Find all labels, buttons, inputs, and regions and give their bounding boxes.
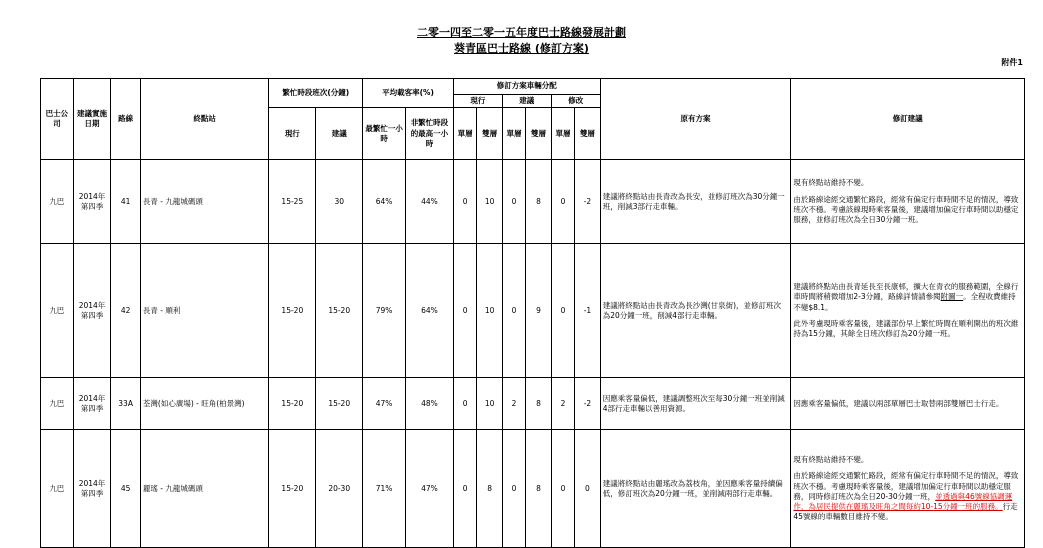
- bus-route-table: [40, 78, 1025, 548]
- revised-text: 。全程收費維持不變$8.1。: [793, 292, 1016, 312]
- header-nonpeak-hour: 非繁忙時段的最高一小時: [405, 108, 453, 160]
- cell-chg-double: 0: [575, 430, 601, 548]
- document-title: 二零一四至二零一五年度巴士路線發展計劃: [417, 26, 626, 39]
- revised-text: 由於路線途經交通繁忙路段，經常有偏定行車時間不足的情況，導致班次不穩。考慮現時乘客量後，建議增加偏定行車時間以助穩定服務，同時修訂班次為全日20-30分鐘一班，: [793, 471, 1019, 501]
- header-operator: 巴士公司: [41, 79, 74, 160]
- cell-terminals: 荃灣(如心廣場) - 旺角(柏景灣): [140, 378, 268, 430]
- cell-freq-proposed: 30: [316, 160, 363, 244]
- cell-operator: 九巴: [41, 244, 74, 378]
- document-subtitle: 葵青區巴士路線 (修訂方案): [454, 42, 589, 55]
- cell-chg-double: -2: [575, 160, 601, 244]
- revised-text: 建議將終點站由長青延長至長康邨，擴大在青衣的服務範圍，全線行車時間將稍微增加2-3分鐘，路線詳情請參閱: [793, 282, 1019, 302]
- annex-label: 附件1: [1001, 58, 1023, 67]
- table-row: [41, 378, 1025, 430]
- header-pro-double: 雙層: [526, 108, 551, 160]
- header-chg-single: 單層: [551, 108, 574, 160]
- cell-operator: 九巴: [41, 430, 74, 548]
- cell-freq-proposed: 15-20: [316, 378, 363, 430]
- cell-nonpeak: 64%: [405, 244, 453, 378]
- header-terminals: 終點站: [140, 79, 268, 160]
- cell-cur-single: 0: [453, 160, 476, 244]
- table-row: [41, 244, 1025, 378]
- header-row-1: [41, 79, 1025, 95]
- cell-date: 2014年第四季: [73, 244, 111, 378]
- header-chg-double: 雙層: [575, 108, 601, 160]
- header-pro-single: 單層: [502, 108, 525, 160]
- cell-cur-double: 10: [477, 244, 502, 378]
- cell-route: 33A: [111, 378, 141, 430]
- cell-operator: 九巴: [41, 378, 74, 430]
- header-fleet: 修訂方案車輛分配: [453, 79, 600, 95]
- cell-pro-single: 0: [502, 244, 525, 378]
- figure-link[interactable]: 附圖一: [940, 292, 964, 302]
- revised-para: [793, 282, 1022, 312]
- cell-revised: [791, 160, 1025, 244]
- cell-route: 41: [111, 160, 141, 244]
- header-fleet-change: 修改: [551, 95, 600, 108]
- cell-freq-proposed: 15-20: [316, 244, 363, 378]
- cell-pro-single: 2: [502, 378, 525, 430]
- cell-cur-double: 8: [477, 430, 502, 548]
- cell-pro-single: 0: [502, 430, 525, 548]
- cell-route: 42: [111, 244, 141, 378]
- header-busiest-hour: 最繁忙一小時: [363, 108, 406, 160]
- revised-para: 由於路線途經交通繁忙路段，經常有偏定行車時間不足的情況，導致班次不穩。考慮該線現時乘客量後，建議增加偏定行車時間以助穩定服務，並修訂班次為全日30分鐘一班。: [793, 194, 1019, 224]
- cell-pro-double: 8: [526, 160, 551, 244]
- revised-para: 現有終點站維持不變。: [793, 455, 869, 465]
- cell-revised: [791, 378, 1025, 430]
- cell-route: 45: [111, 430, 141, 548]
- cell-chg-double: -2: [575, 378, 601, 430]
- header-original: 原有方案: [600, 79, 791, 160]
- revised-para: 現有終點站維持不變。: [793, 178, 869, 188]
- cell-original: 因應乘客量偏低，建議調整班次至每30分鐘一班並削減4部行走車輛以善用資源。: [600, 378, 791, 430]
- cell-original: 建議將終點站由長青改為長安，並修訂班次為30分鐘一班，削減3部行走車輛。: [600, 160, 791, 244]
- cell-freq-current: 15-20: [269, 244, 316, 378]
- cell-cur-single: 0: [453, 378, 476, 430]
- cell-busiest: 64%: [363, 160, 406, 244]
- cell-date: 2014年第四季: [73, 430, 111, 548]
- revised-highlight: 並透過與46號線協調運作，為居民提供在麗瑤及旺角之間每約10-15分鐘一班的服務。: [793, 491, 1013, 511]
- cell-date: 2014年第四季: [73, 378, 111, 430]
- cell-original: 建議將終點站由麗瑤改為荔枝角，並因應乘客量持續偏低，修訂班次為20分鐘一班，並削減兩部行走車輛。: [600, 430, 791, 548]
- header-fleet-proposed: 建議: [502, 95, 551, 108]
- cell-freq-current: 15-25: [269, 160, 316, 244]
- header-freq-current: 現行: [269, 108, 316, 160]
- cell-terminals: 長青 - 九龍城碼頭: [140, 160, 268, 244]
- cell-chg-double: -1: [575, 244, 601, 378]
- cell-freq-current: 15-20: [269, 378, 316, 430]
- header-fleet-current: 現行: [453, 95, 502, 108]
- cell-cur-double: 10: [477, 160, 502, 244]
- cell-terminals: 長青 - 順利: [140, 244, 268, 378]
- revised-para: 此外考慮現時乘客量後，建議部份早上繁忙時間在順利開出的班次維持為15分鐘，其餘全日班次修訂為20分鐘一班。: [793, 318, 1019, 338]
- cell-pro-double: 8: [526, 430, 551, 548]
- cell-freq-proposed: 20-30: [316, 430, 363, 548]
- header-cur-single: 單層: [453, 108, 476, 160]
- header-revised: 修訂建議: [791, 79, 1025, 160]
- cell-nonpeak: 44%: [405, 160, 453, 244]
- revised-text: 行走45號線的車輛數目維持不變。: [793, 501, 1018, 521]
- cell-cur-single: 0: [453, 430, 476, 548]
- cell-nonpeak: 48%: [405, 378, 453, 430]
- header-freq-proposed: 建議: [316, 108, 363, 160]
- cell-original: 建議將終點站由長青改為長沙灣(甘泉街)，並修訂班次為20分鐘一班，削減4部行走車輛。: [600, 244, 791, 378]
- cell-chg-single: 0: [551, 244, 574, 378]
- cell-nonpeak: 47%: [405, 430, 453, 548]
- cell-date: 2014年第四季: [73, 160, 111, 244]
- cell-terminals: 麗瑤 - 九龍城碼頭: [140, 430, 268, 548]
- header-route: 路線: [111, 79, 141, 160]
- cell-busiest: 47%: [363, 378, 406, 430]
- cell-busiest: 71%: [363, 430, 406, 548]
- cell-chg-single: 2: [551, 378, 574, 430]
- header-peak-freq: 繁忙時段班次(分鐘): [269, 79, 363, 108]
- cell-revised: [791, 244, 1025, 378]
- cell-cur-single: 0: [453, 244, 476, 378]
- cell-pro-single: 0: [502, 160, 525, 244]
- cell-revised: [791, 430, 1025, 548]
- cell-cur-double: 10: [477, 378, 502, 430]
- cell-busiest: 79%: [363, 244, 406, 378]
- cell-freq-current: 15-20: [269, 430, 316, 548]
- revised-para: 因應乘客量偏低，建議以兩部單層巴士取替兩部雙層巴士行走。: [793, 398, 1004, 408]
- cell-chg-single: 0: [551, 160, 574, 244]
- header-cur-double: 雙層: [477, 108, 502, 160]
- table-row: [41, 430, 1025, 548]
- table-row: [41, 160, 1025, 244]
- cell-chg-single: 0: [551, 430, 574, 548]
- cell-pro-double: 8: [526, 378, 551, 430]
- header-date: 建議實施日期: [73, 79, 111, 160]
- cell-pro-double: 9: [526, 244, 551, 378]
- header-occupancy: 平均載客率(%): [363, 79, 454, 108]
- cell-operator: 九巴: [41, 160, 74, 244]
- revised-para: [793, 471, 1022, 522]
